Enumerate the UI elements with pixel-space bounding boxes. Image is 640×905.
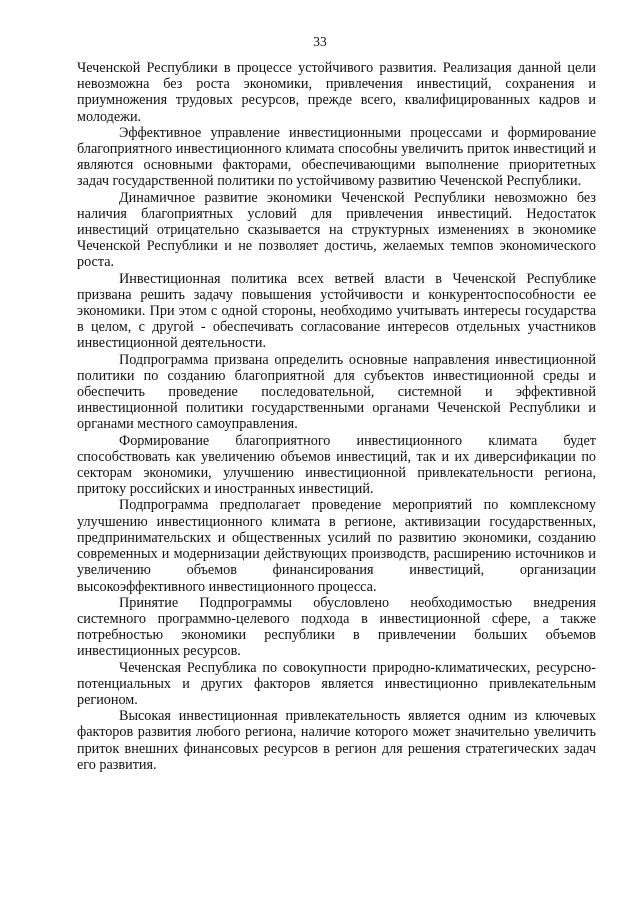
paragraph-2: Эффективное управление инвестиционными процессами и формирование благоприятного инвестиционного климата способны увеличить приток инвестиций и являются основными факторами, обеспечивающими выполнение приоритетных задач государственной политики по устойчивому развитию Чеченской Республики.: [77, 124, 596, 190]
paragraph-8: Принятие Подпрограммы обусловлено необходимостью внедрения системного программно-целевого подхода в инвестиционной сфере, а также потребностью экономики республики в привлечении больших объемов инвестиционных ресурсов.: [77, 594, 596, 660]
paragraph-9: Чеченская Республика по совокупности природно-климатических, ресурсно-потенциальных и других факторов является инвестиционно привлекательным регионом.: [77, 659, 596, 708]
paragraph-10: Высокая инвестиционная привлекательность является одним из ключевых факторов развития любого региона, наличие которого может значительно увеличить приток внешних финансовых ресурсов в регион для решения стратегических задач его развития.: [77, 708, 596, 773]
paragraph-4: Инвестиционная политика всех ветвей власти в Чеченской Республике призвана решить задачу повышения устойчивости и конкурентоспособности ее экономики. При этом с одной стороны, необходимо учитывать интересы государства в целом, с другой - обеспечивать согласование интересов отдельных участников инвестиционной деятельности.: [77, 270, 596, 352]
paragraph-1: Чеченской Республики в процессе устойчивого развития. Реализация данной цели невозможна без роста экономики, привлечения инвестиций, сохранения и приумножения трудовых ресурсов, прежде всего, квалифицированных кадров и молодежи.: [77, 60, 596, 125]
body-text: [77, 60, 596, 773]
paragraph-7: Подпрограмма предполагает проведение мероприятий по комплексному улучшению инвестиционного климата в регионе, активизации государственных, предпринимательских и общественных усилий по развитию экономики, созданию современных и модернизации действующих производств, расширению источников и увеличению объемов финансирования инвестиций, организации высокоэффективного инвестиционного процесса.: [77, 497, 596, 595]
paragraph-3: Динамичное развитие экономики Чеченской Республики невозможно без наличия благоприятных условий для привлечения инвестиций. Недостаток инвестиций отрицательно сказывается на структурных изменениях в экономике Чеченской Республики и не позволяет достичь, желаемых темпов экономического роста.: [77, 189, 596, 271]
page-number: 33: [313, 34, 327, 49]
paragraph-5: Подпрограмма призвана определить основные направления инвестиционной политики по созданию благоприятной для субъектов инвестиционной среды и обеспечить проведение последовательной, системной и эффективной инвестиционной политики государственными органами Чеченской Республики и органами местного самоуправления.: [77, 351, 596, 433]
paragraph-6: Формирование благоприятного инвестиционного климата будет способствовать как увеличению объемов инвестиций, так и их диверсификации по секторам экономики, улучшению инвестиционной привлекательности региона, притоку российских и иностранных инвестиций.: [77, 432, 596, 498]
